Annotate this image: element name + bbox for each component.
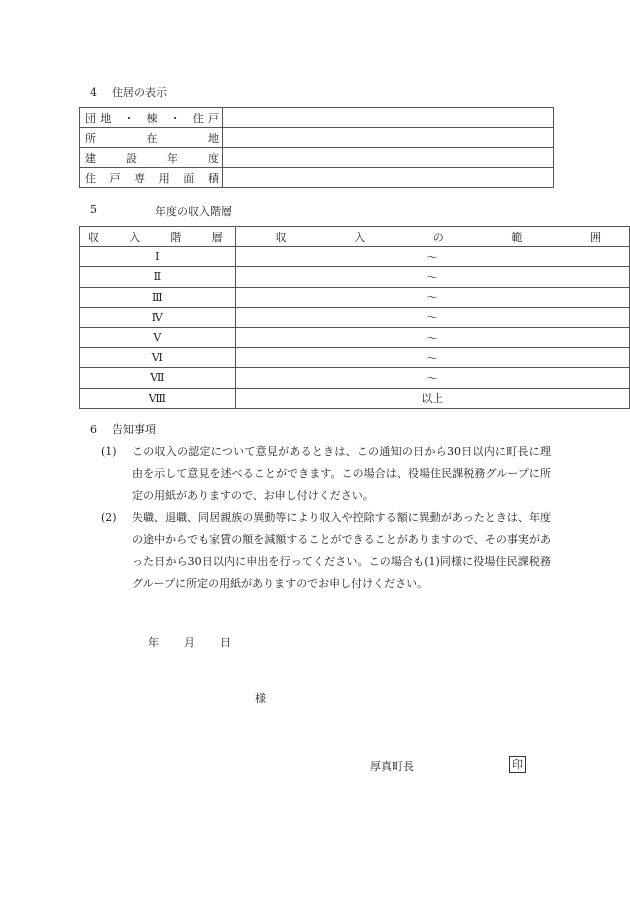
section4-title: 住居の表示 <box>112 86 167 99</box>
residence-value <box>223 128 554 148</box>
notice-text: この収入の認定について意見があるときは、この通知の日から30日以内に町長に理由を示して意見を述べることができます。この場合は、役場住民課税務グループに所定の用紙がありますので、お申し付けください。 <box>132 445 551 502</box>
table-row <box>80 128 554 148</box>
header-income-level: 収入階層 <box>80 227 236 247</box>
date-day: 日 <box>220 636 231 649</box>
income-level: Ⅰ <box>80 247 236 267</box>
header-income-range: 収入の範囲 <box>235 227 629 247</box>
table-row <box>80 108 554 128</box>
seal-stamp: 印 <box>509 756 526 773</box>
section4-heading <box>90 84 167 100</box>
section6-heading <box>90 421 156 437</box>
income-range: ～ <box>235 267 629 287</box>
section6-number: 6 <box>90 423 97 436</box>
table-row <box>80 327 630 347</box>
residence-label: 所在地 <box>80 128 223 148</box>
section6-title: 告知事項 <box>112 423 156 436</box>
table-row <box>80 388 630 408</box>
income-range: 以上 <box>235 388 629 408</box>
table-row <box>80 368 630 388</box>
income-range: ～ <box>235 247 629 267</box>
income-level: Ⅵ <box>80 348 236 368</box>
residence-label: 住戸専用面積 <box>80 168 223 188</box>
income-level-table <box>79 226 630 409</box>
table-row <box>80 247 630 267</box>
addressee-suffix: 様 <box>255 692 266 705</box>
notice-mark: (2) <box>101 511 117 524</box>
date-year: 年 <box>148 636 159 649</box>
income-level: Ⅱ <box>80 267 236 287</box>
section5-number: 5 <box>90 203 97 216</box>
issuer-name: 厚真町長 <box>370 760 414 773</box>
notice-mark: (1) <box>101 445 117 458</box>
income-level: Ⅴ <box>80 327 236 347</box>
residence-table <box>79 107 554 188</box>
table-row <box>80 287 630 307</box>
notice-list <box>101 441 551 595</box>
residence-value <box>223 168 554 188</box>
list-item <box>101 441 551 507</box>
date-month: 月 <box>184 636 195 649</box>
table-header-row <box>80 227 630 247</box>
residence-label: 団地 ・ 棟 ・ 住戸 <box>80 108 223 128</box>
table-row <box>80 148 554 168</box>
income-range: ～ <box>235 368 629 388</box>
table-row <box>80 168 554 188</box>
table-row <box>80 348 630 368</box>
income-level: Ⅷ <box>80 388 236 408</box>
section5-title: 年度の収入階層 <box>155 205 232 218</box>
table-row <box>80 307 630 327</box>
notice-text: 失職、退職、同居親族の異動等により収入や控除する額に異動があったときは、年度の途中からでも家賃の額を減額することができることがありますので、その事実があった日から30日以内に申出を行ってください。この場合も(1)同様に役場住民課税務グループに所定の用紙がありますのでお申し付けください。 <box>132 511 551 590</box>
income-level: Ⅳ <box>80 307 236 327</box>
income-range: ～ <box>235 327 629 347</box>
income-range: ～ <box>235 348 629 368</box>
section4-number: 4 <box>90 86 97 99</box>
residence-label: 建設年度 <box>80 148 223 168</box>
list-item <box>101 507 551 595</box>
residence-value <box>223 148 554 168</box>
income-level: Ⅶ <box>80 368 236 388</box>
income-range: ～ <box>235 287 629 307</box>
income-range: ～ <box>235 307 629 327</box>
income-level: Ⅲ <box>80 287 236 307</box>
table-row <box>80 267 630 287</box>
residence-value <box>223 108 554 128</box>
